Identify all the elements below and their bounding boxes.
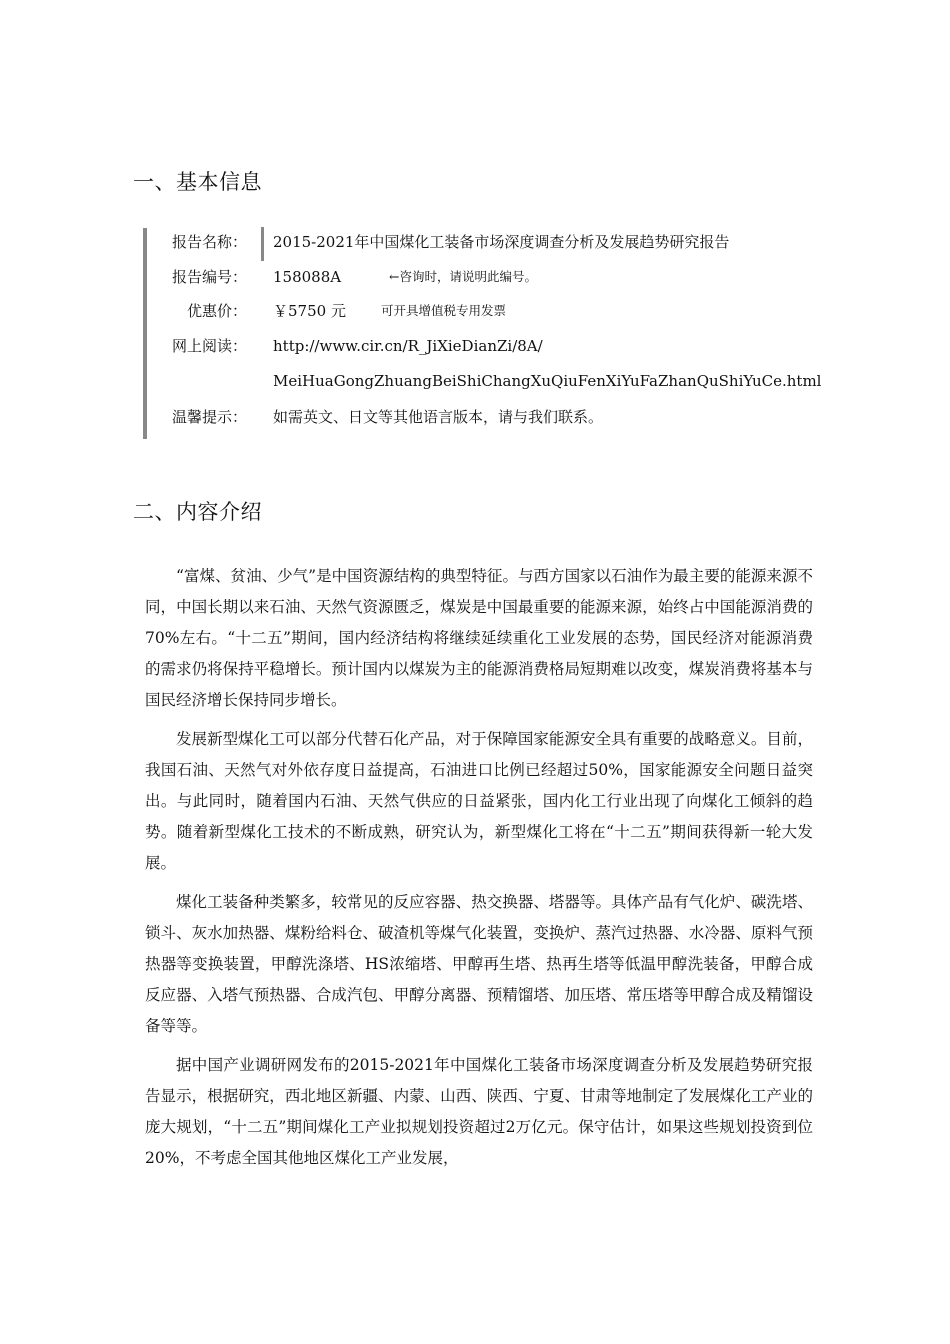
report-number-label: 报告编号： xyxy=(171,268,247,286)
online-reading-label: 网上阅读： xyxy=(171,337,247,355)
report-name-value: 2015-2021年中国煤化工装备市场深度调查分析及发展趋势研究报告 xyxy=(273,233,730,251)
info-row-online-reading xyxy=(147,334,837,358)
paragraph-3: 煤化工装备种类繁多，较常见的反应容器、热交换器、塔器等。具体产品有气化炉、碳洗塔、锁斗、灰水加热器、煤粉给料仓、破渣机等煤气化装置，变换炉、蒸汽过热器、水冷器、原料气预热器等变换装置，甲醇洗涤塔、HS浓缩塔、甲醇再生塔、热再生塔等低温甲醇洗装备，甲醇合成反应器、入塔气预热器、合成汽包、甲醇分离器、预精馏塔、加压塔、常压塔等甲醇合成及精馏设备等等。 xyxy=(145,893,813,1035)
section-title-basic-info: 一、基本信息 xyxy=(133,170,262,194)
report-name-label: 报告名称： xyxy=(171,233,247,251)
paragraph-1: “富煤、贫油、少气”是中国资源结构的典型特征。与西方国家以石油作为最主要的能源来源不同，中国长期以来石油、天然气资源匮乏，煤炭是中国最重要的能源来源，始终占中国能源消费的70%左右。“十二五”期间，国内经济结构将继续延续重化工业发展的态势，国民经济对能源消费的需求仍将保持平稳增长。预计国内以煤炭为主的能源消费格局短期难以改变，煤炭消费将基本与国民经济增长保持同步增长。 xyxy=(145,567,813,709)
content-body xyxy=(145,561,813,1182)
tip-value: 如需英文、日文等其他语言版本，请与我们联系。 xyxy=(273,408,604,426)
info-row-tip xyxy=(147,405,837,429)
report-number-note: ←咨询时，请说明此编号。 xyxy=(389,269,537,284)
invoice-note: 可开具增值税专用发票 xyxy=(381,303,507,318)
info-row-online-reading-cont xyxy=(147,369,837,393)
price-value: ￥5750 元 xyxy=(273,302,346,320)
paragraph-2: 发展新型煤化工可以部分代替石化产品，对于保障国家能源安全具有重要的战略意义。目前，我国石油、天然气对外依存度日益提高，石油进口比例已经超过50%，国家能源安全问题日益突出。与此同时，随着国内石油、天然气供应的日益紧张，国内化工行业出现了向煤化工倾斜的趋势。随着新型煤化工技术的不断成熟，研究认为，新型煤化工将在“十二五”期间获得新一轮大发展。 xyxy=(145,730,813,872)
online-reading-url-line1[interactable]: http://www.cir.cn/R_JiXieDianZi/8A/ xyxy=(273,337,543,355)
section-title-content: 二、内容介绍 xyxy=(133,500,262,524)
online-reading-url-line2[interactable]: MeiHuaGongZhuangBeiShiChangXuQiuFenXiYuFaZhanQuShiYuCe.html xyxy=(273,372,822,390)
report-name-divider xyxy=(261,227,264,261)
paragraph-4: 据中国产业调研网发布的2015-2021年中国煤化工装备市场深度调查分析及发展趋势研究报告显示，根据研究，西北地区新疆、内蒙、山西、陕西、宁夏、甘肃等地制定了发展煤化工产业的庞大规划，“十二五”期间煤化工产业拟规划投资超过2万亿元。保守估计，如果这些规划投资到位20%，不考虑全国其他地区煤化工产业发展， xyxy=(145,1056,813,1167)
info-row-report-name xyxy=(147,230,837,254)
report-number-value: 158088A xyxy=(273,268,342,286)
basic-info-box xyxy=(143,228,837,439)
price-label: 优惠价： xyxy=(186,302,247,320)
info-row-price xyxy=(147,299,837,323)
info-row-report-number xyxy=(147,265,837,289)
tip-label: 温馨提示： xyxy=(171,408,247,426)
